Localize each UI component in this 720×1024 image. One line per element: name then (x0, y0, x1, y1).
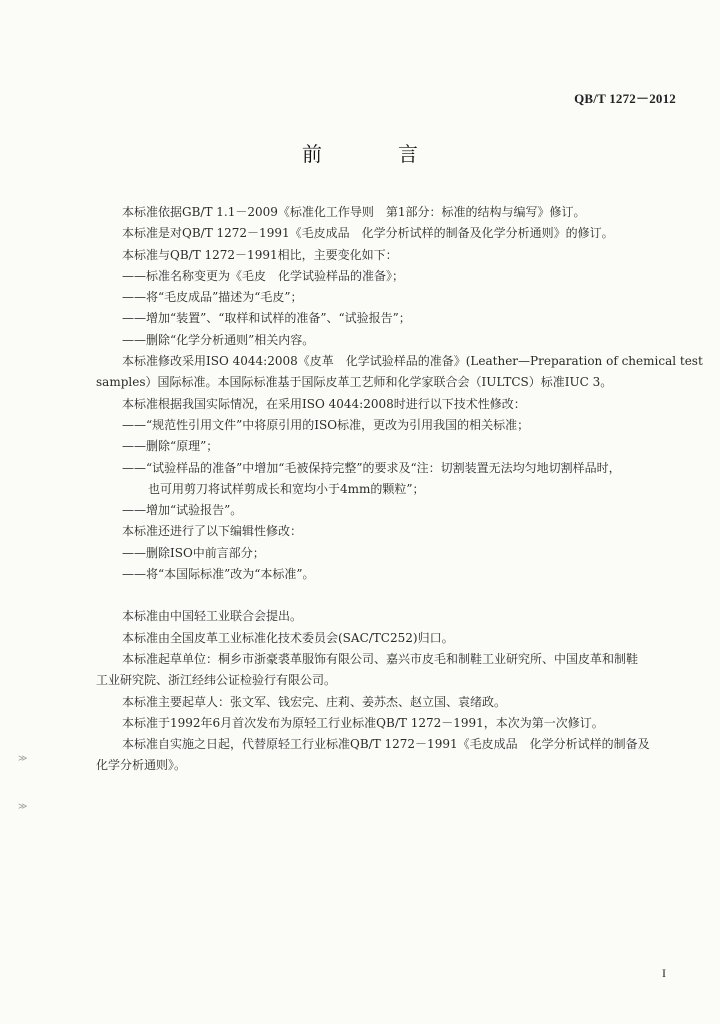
list-item: ——标准名称变更为《毛皮 化学试验样品的准备》； (122, 268, 405, 283)
paragraph: 本标准自实施之日起，代替原轻工行业标准QB/T 1272－1991《毛皮成品 化学分析试样的制备及 (122, 737, 650, 752)
paragraph: 本标准依据GB/T 1.1－2009《标准化工作导则 第1部分：标准的结构与编写》修订。 (122, 205, 586, 219)
paragraph: 本标准起草单位：桐乡市浙豪裘革服饰有限公司、嘉兴市皮毛和制鞋工业研究所、中国皮革和制鞋 (122, 651, 639, 666)
paragraph: 本标准由中国轻工业联合会提出。 (122, 609, 303, 624)
list-item: ——将“本国际标准”改为“本标准”。 (122, 567, 315, 582)
list-item: ——“规范性引用文件”中将原引用的ISO标准，更改为引用我国的相关标准； (122, 417, 530, 432)
paragraph: 本标准由全国皮革工业标准化技术委员会(SAC/TC252)归口。 (122, 630, 454, 645)
paragraph: 本标准还进行了以下编辑性修改： (122, 524, 303, 539)
scan-mark: ≫ (18, 754, 28, 764)
paragraph: 本标准根据我国实际情况，在采用ISO 4044:2008时进行以下技术性修改： (122, 396, 526, 411)
list-item: ——“试验样品的准备”中增加“毛被保持完整”的要求及“注：切割装置无法均匀地切割样品时， (122, 460, 621, 475)
list-item: ——删除“化学分析通则”相关内容。 (122, 332, 315, 347)
paragraph: 本标准主要起草人：张文军、钱宏完、庄莉、姜苏杰、赵立国、袁绪政。 (122, 694, 507, 709)
paragraph: 本标准于1992年6月首次发布为原轻工行业标准QB/T 1272－1991，本次为第一次修订。 (122, 715, 604, 730)
paragraph: 本标准修改采用ISO 4044:2008《皮革 化学试验样品的准备》(Leather—Preparation of chemical test (122, 354, 703, 369)
paragraph: 本标准与QB/T 1272－1991相比，主要变化如下： (122, 247, 398, 262)
list-item: ——删除“原理”； (122, 439, 219, 454)
list-item: ——增加“装置”、“取样和试样的准备”、“试验报告”； (122, 311, 411, 326)
scan-mark: ≫ (18, 802, 28, 812)
paragraph: 本标准是对QB/T 1272－1991《毛皮成品 化学分析试样的制备及化学分析通则》的修订。 (122, 226, 614, 241)
foreword-body (96, 202, 703, 777)
paragraph-continuation: 工业研究院、浙江经纬公证检验行有限公司。 (96, 673, 337, 688)
paragraph-continuation: samples）国际标准。本国际标准基于国际皮革工艺师和化学家联合会（IULTCS）标准IUC 3。 (96, 375, 613, 390)
spacer (122, 585, 678, 606)
paragraph-continuation: 化学分析通则》。 (96, 758, 187, 773)
page-title: 前 言 (302, 142, 446, 166)
list-item: ——删除ISO中前言部分； (122, 545, 265, 560)
page-number: I (662, 966, 666, 980)
list-item: ——将“毛皮成品”描述为“毛皮”； (122, 290, 303, 305)
list-item-continuation: 也可用剪刀将试样剪成长和宽均小于4mm的颗粒”； (148, 481, 425, 496)
standard-code: QB/T 1272－2012 (574, 91, 676, 106)
list-item: ——增加“试验报告”。 (122, 503, 243, 518)
